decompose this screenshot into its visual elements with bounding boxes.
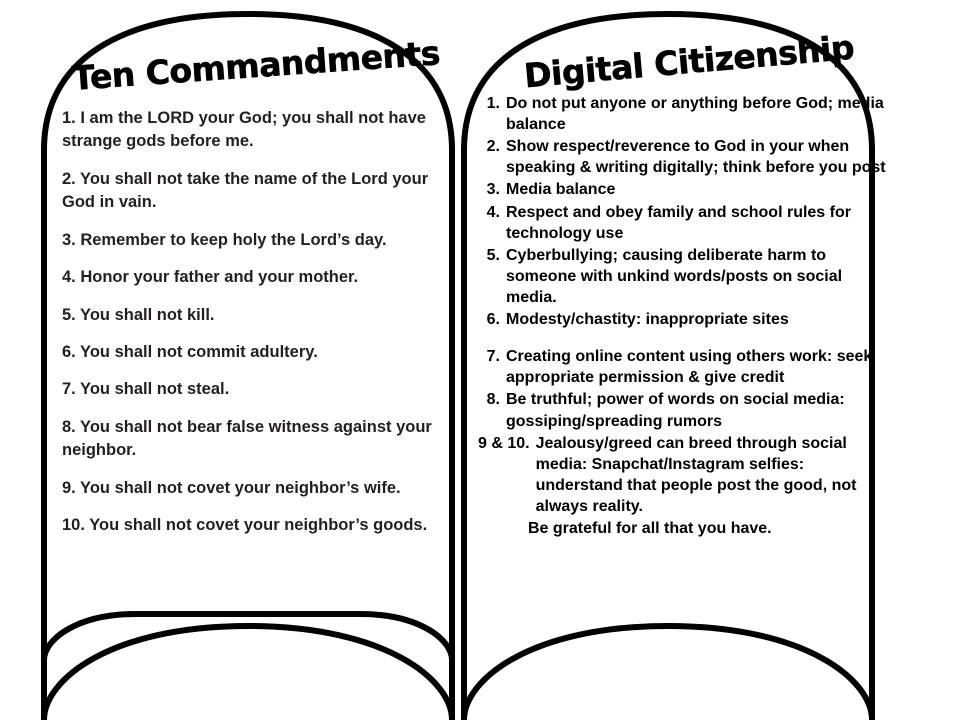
list-item xyxy=(478,179,892,200)
right-tablet-title: Digital Citizenship xyxy=(522,27,856,96)
list-item-number xyxy=(478,518,528,539)
list-item-text: Respect and obey family and school rules for technology use xyxy=(506,203,851,242)
list-item-number: 1. xyxy=(486,95,500,112)
list-item: 4. Honor your father and your mother. xyxy=(62,268,359,287)
list-item: 7. You shall not steal. xyxy=(62,380,230,399)
list-item-number: 5. xyxy=(486,246,500,264)
list-item-number: 9 & 10. xyxy=(478,434,530,452)
list-item: 2. You shall not take the name of the Lord your God in vain. xyxy=(62,169,429,212)
list-item: 6. You shall not commit adultery. xyxy=(62,342,318,361)
list-item xyxy=(478,202,892,244)
list-item-text: Be truthful; power of words on social media: gossiping/spreading rumors xyxy=(506,391,845,430)
list-item-text: Media balance xyxy=(506,181,616,199)
list-item xyxy=(478,433,892,517)
list-item-text: Do not put anyone or anything before God; media balance xyxy=(506,95,884,134)
right-tablet-base-arc xyxy=(464,626,872,720)
list-item-number: 2. xyxy=(486,138,500,156)
list-item-number: 7. xyxy=(486,348,500,366)
list-item-text: Jealousy/greed can breed through social media: Snapchat/Instagram selfies: understand that people post the good, not always reality. xyxy=(535,434,857,515)
ten-commandments-list xyxy=(62,107,454,537)
digital-citizenship-list xyxy=(478,93,892,539)
list-item xyxy=(478,309,892,330)
list-item xyxy=(478,136,892,178)
list-item xyxy=(478,93,892,135)
list-item xyxy=(478,518,892,539)
list-item xyxy=(478,346,892,388)
list-item-text: Be grateful for all that you have. xyxy=(528,520,772,538)
list-item-number: 4. xyxy=(486,203,500,221)
list-item-text: Show respect/reverence to God in your when speaking & writing digitally; think before you post xyxy=(506,138,886,177)
list-item xyxy=(478,245,892,308)
left-tablet-base-arc xyxy=(44,626,452,720)
list-item-text: Creating online content using others work: seek appropriate permission & give credit xyxy=(506,348,873,387)
list-item-number: 3. xyxy=(486,181,500,199)
list-item: 5. You shall not kill. xyxy=(62,305,215,324)
list-item-text: Modesty/chastity: inappropriate sites xyxy=(506,311,789,329)
list-item: 10. You shall not covet your neighbor’s goods. xyxy=(62,516,428,535)
list-item: 1. I am the LORD your God; you shall not have strange gods before me. xyxy=(62,109,426,151)
list-item: 3. Remember to keep holy the Lord’s day. xyxy=(62,230,387,249)
list-item: 9. You shall not covet your neighbor’s wife. xyxy=(62,478,401,497)
list-item: 8. You shall not bear false witness against your neighbor. xyxy=(62,417,432,460)
left-tablet-title: Ten Commandments xyxy=(70,33,442,98)
list-item-number: 8. xyxy=(486,391,500,409)
list-item-number: 6. xyxy=(486,311,500,329)
right-tablet-panel xyxy=(474,28,892,540)
list-item-text: Cyberbullying; causing deliberate harm to someone with unkind words/posts on social media. xyxy=(506,246,843,306)
list-item xyxy=(478,389,892,431)
left-tablet-panel xyxy=(54,28,454,551)
